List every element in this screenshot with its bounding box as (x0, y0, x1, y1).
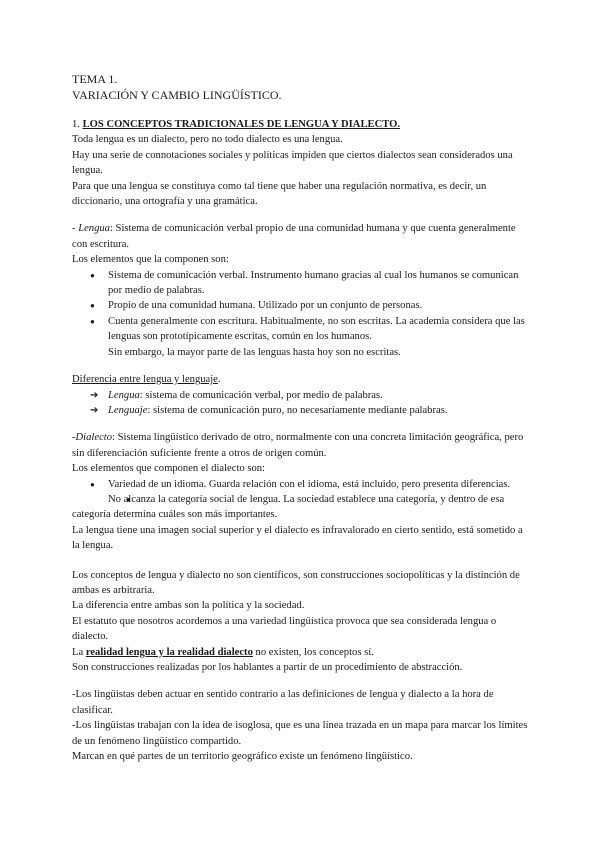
paragraph: Sin embargo, la mayor parte de las lenguas hasta hoy son no escritas. (108, 346, 401, 358)
dialecto-definition: -Dialecto: Sistema lingüístico derivado de otro, normalmente con una concreta limitación geográfica, pero sin diferenciación suficiente frente a otros de origen común. (72, 432, 524, 459)
tema-label: TEMA 1. (72, 72, 118, 86)
paragraph: La lengua tiene una imagen social superior y el dialecto es infravalorado en cierto sentido, está sometido a la lengua. (72, 524, 523, 552)
realidad-paragraph: La realidad lengua y la realidad dialecto no existen, los conceptos sí. (72, 646, 374, 658)
paragraph: Los conceptos de lengua y dialecto no son científicos, son construcciones sociopolíticas y la distinción de ambas es arbitraria. (72, 569, 520, 596)
dialecto-term: Dialecto (75, 432, 113, 444)
lengua-definition: - Lengua: Sistema de comunicación verbal propio de una comunidad humana y que cuenta generalmente con escritura. (72, 223, 516, 250)
diferencia-list (72, 388, 532, 419)
dialecto-elements-list (72, 477, 532, 492)
paragraph: Los elementos que componen el dialecto son: (72, 463, 265, 475)
lengua-term: Lengua (78, 223, 110, 235)
paragraph: Para que una lengua se constituya como tal tiene que haber una regulación normativa, es decir, un diccionario, una ortografía y una gramática. (72, 180, 487, 208)
paragraph: -Los lingüistas trabajan con la idea de isoglosa, que es una línea trazada en un mapa para marcar los límites de un fenómeno lingüístico compartido. (72, 720, 528, 747)
document-title: VARIACIÓN Y CAMBIO LINGÜÍSTICO. (72, 88, 282, 102)
section-heading-text: LOS CONCEPTOS TRADICIONALES DE LENGUA Y DIALECTO. (82, 119, 400, 130)
paragraph: La diferencia entre ambas son la política y la sociedad. (72, 600, 305, 612)
list-item: ● Propio de una comunidad humana. Utilizado por un conjunto de personas. (72, 298, 532, 313)
list-item: ➔ Lenguaje: sistema de comunicación puro, no necesariamente mediante palabras. (72, 403, 532, 418)
diferencia-heading: Diferencia entre lengua y lenguaje. (72, 374, 221, 386)
lengua-elements-list (72, 268, 532, 345)
paragraph: Toda lengua es un dialecto, pero no todo dialecto es una lengua. (72, 134, 343, 146)
paragraph: -Los lingüistas deben actuar en sentido contrario a las definiciones de lengua y dialecto a la hora de clasificar. (72, 689, 494, 716)
dialecto-elements-list-2 (72, 492, 532, 523)
paragraph: Los elementos que la componen son: (72, 254, 229, 266)
paragraph: El estatuto que nosotros acordemos a una variedad lingüística provoca que sea considerada lengua o dialecto. (72, 615, 497, 643)
paragraph: Son construcciones realizadas por los hablantes a partir de un procedimiento de abstracción. (72, 662, 463, 673)
section-heading (72, 117, 532, 132)
list-item: ● Sistema de comunicación verbal. Instrumento humano gracias al cual los humanos se comunican por medio de palabras. (72, 268, 532, 299)
paragraph: Marcan en qué partes de un territorio geográfico existe un fenómeno lingüístico. (72, 751, 413, 763)
document-body (72, 71, 532, 764)
list-item: ● Cuenta generalmente con escritura. Habitualmente, no son escritas. La academia considera que las lenguas son prototípicamente escritas, común en los humanos. (72, 314, 532, 345)
list-item: ➔ Lengua: sistema de comunicación verbal, por medio de palabras. (72, 388, 532, 403)
section-number: 1. (72, 119, 83, 130)
list-item: ● Variedad de un idioma. Guarda relación con el idioma, está incluido, pero presenta diferencias. (72, 477, 532, 492)
paragraph: Hay una serie de connotaciones sociales y políticas impiden que ciertos dialectos sean considerados una lengua. (72, 149, 513, 177)
list-item: ● No alcanza la categoría social de lengua. La sociedad establece una categoría, y dentro de esa categoría determina cuáles son más importantes. (72, 492, 532, 523)
